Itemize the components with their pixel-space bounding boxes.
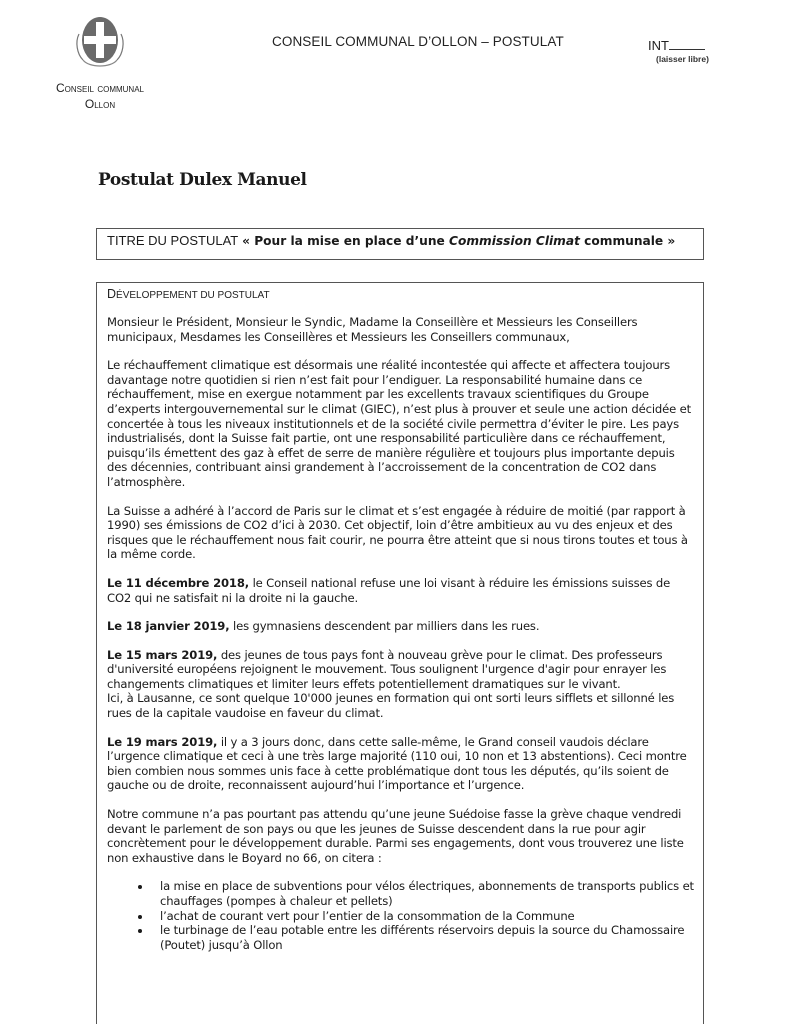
int-note: (laisser libre) xyxy=(656,54,709,64)
paragraph-3: Notre commune n’a pas pourtant pas attendu qu’une jeune Suédoise fasse la grève chaque vendredi devant le parlement de son pays ou que les jeunes de Suisse descendent dans la rue pour agir concrètement pour le développement durable. Parmi ses engagements, dont vous trouverez une liste non exhaustive dans le Boyard no 66, on citera : xyxy=(107,807,684,865)
event-1 xyxy=(107,576,695,605)
int-field xyxy=(648,37,705,53)
event-3-text: des jeunes de tous pays font à nouveau grève pour le climat. Des professeurs d'université européens rejoignent le mouvement. Tous soulignent l'urgence d'agir pour enrayer les changements climatiques et limiter leurs effets potentiellement dramatiques sur le vivant. xyxy=(107,647,667,691)
heading-initial: D xyxy=(107,287,117,301)
event-4-text: il y a 3 jours donc, dans cette salle-même, le Grand conseil vaudois déclare l’urgence climatique et ceci à une très large majorité (110 oui, 10 non et 13 abstentions). Ceci montre bien combien nous sommes unis face à cette problématique dont tous les députés, qu’ils soient de gauche ou de droite, reconnaissent aujourd’hui l’importance et l’urgence. xyxy=(107,734,687,793)
title-box-label: TITRE DU POSTULAT xyxy=(107,233,239,248)
list-item: • la mise en place de subventions pour vélos électriques, abonnements de transports publics et chauffages (pompes à chaleur et pellets) xyxy=(152,879,695,908)
org-line2: Ollon xyxy=(84,97,116,111)
event-4-date: Le 19 mars 2019, xyxy=(107,734,218,749)
development-box xyxy=(96,282,704,1024)
coat-of-arms-logo xyxy=(73,14,127,74)
paragraph-1: Le réchauffement climatique est désormais une réalité incontestée qui affecte et affectera toujours davantage notre quotidien si rien n’est fait pour l’endiguer. La responsabilité humaine dans ce réchauffement, mise en exergue notamment par les excellents travaux scientifiques du Groupe d’experts intergouvernemental sur le climat (GIEC), n’est plus à prouver et seule une action décidée et concertée à tous les niveaux institutionnels et de la société civile permettra d’éviter le pire. Les pays industrialisés, dont la Suisse fait partie, ont une responsabilité particulière dans ce réchauffement, puisqu’ils émettent des gaz à effet de serre de manière régulière et toujours plus importante depuis des décennies, contribuant ainsi grandement à l’accroissement de la concentration de CO2 dans l’atmosphère. xyxy=(107,358,691,489)
development-heading xyxy=(107,287,695,301)
event-1-text: le Conseil national refuse une loi visant à réduire les émissions suisses de CO2 qui ne satisfait ni la droite ni la gauche. xyxy=(107,575,671,605)
event-4 xyxy=(107,735,695,793)
header-title: CONSEIL COMMUNAL D’OLLON – POSTULAT xyxy=(272,34,564,49)
salutation: Monsieur le Président, Monsieur le Syndic, Madame la Conseillère et Messieurs les Conseillers municipaux, Mesdames les Conseillères et Messieurs les Conseillers communaux, xyxy=(107,315,638,344)
org-line1: Conseil communal xyxy=(55,81,144,95)
event-2-text: les gymnasiens descendent par milliers dans les rues. xyxy=(229,619,540,634)
title-italic: Commission Climat xyxy=(449,234,580,248)
event-3-extra: Ici, à Lausanne, ce sont quelque 10'000 jeunes en formation qui ont sorti leurs sifflets et sillonné les rues de la capitale vaudoise en faveur du climat. xyxy=(107,691,675,721)
event-1-date: Le 11 décembre 2018, xyxy=(107,575,250,590)
postulat-title-box xyxy=(96,228,704,260)
organization-name xyxy=(40,80,160,112)
document-title: Postulat Dulex Manuel xyxy=(98,170,307,190)
title-part1: Pour la mise en place d’une xyxy=(254,234,449,248)
event-3 xyxy=(107,648,695,692)
title-part2: communale » xyxy=(579,234,676,248)
heading-rest: ÉVELOPPEMENT DU POSTULAT xyxy=(116,290,270,301)
paragraph-2: La Suisse a adhéré à l’accord de Paris sur le climat et s’est engagée à réduire de moitié (par rapport à 1990) ses émissions de CO2 d’ici à 2030. Cet objectif, loin d’être ambitieux au vu des enjeux et des risques que le réchauffement nous fait courir, ne pourra être atteint que si nous tirons toutes et tous à la même corde. xyxy=(107,503,688,562)
list-item: • l’achat de courant vert pour l’entier de la consommation de la Commune xyxy=(152,909,695,924)
engagements-list xyxy=(107,879,695,952)
event-2-date: Le 18 janvier 2019, xyxy=(107,619,230,634)
int-label: INT xyxy=(648,38,669,53)
int-blank-line xyxy=(669,37,705,50)
event-3-date: Le 15 mars 2019, xyxy=(107,647,218,662)
event-2 xyxy=(107,619,695,634)
title-open-quote: « xyxy=(242,234,255,248)
list-item: • le turbinage de l’eau potable entre les différents réservoirs depuis la source du Chamossaire (Poutet) jusqu’à Ollon xyxy=(152,923,695,952)
